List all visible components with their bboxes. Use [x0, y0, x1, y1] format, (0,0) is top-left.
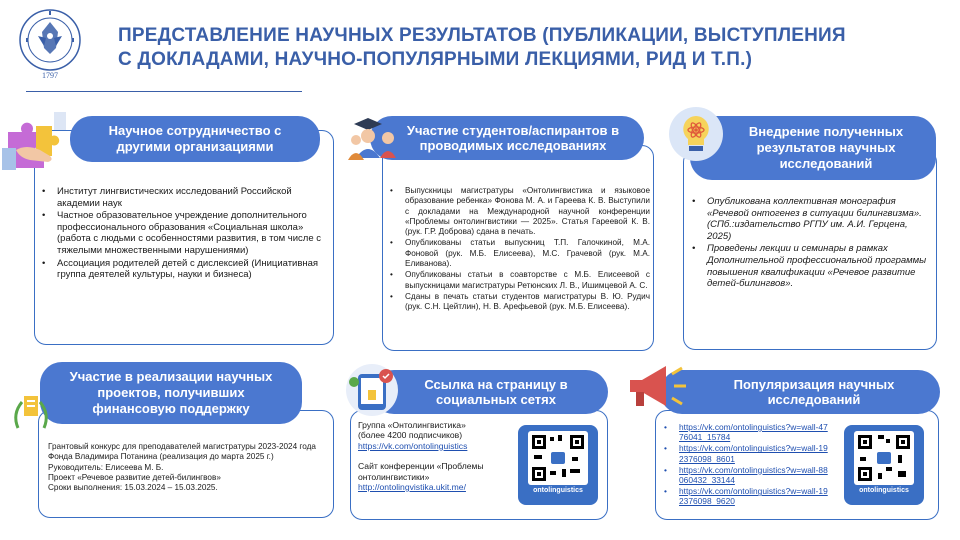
- list-item: • Опубликована коллективная монография «Речевой онтогенез в ситуации билингвизма». (СПб.:издательство РГПУ им. А.И. Герцена, 2025): [690, 196, 928, 242]
- title-divider: [26, 91, 302, 92]
- social-qr-code[interactable]: [518, 425, 598, 505]
- social-text: [358, 420, 508, 492]
- vk-group-label: Группа «Онтолингвистика»: [358, 420, 466, 430]
- conference-site-label: Сайт конференции «Проблемы онтолингвистики»: [358, 461, 484, 482]
- list-item: • Ассоциация родителей детей с дислексией (Инициативная группа деятелей культуры, науки и бизнеса): [40, 258, 328, 281]
- projects-line: Руководитель: Елисеева М. Б.: [48, 462, 164, 472]
- social-network-icon: [342, 360, 406, 420]
- page-title: [118, 24, 918, 72]
- students-group-icon: [346, 112, 410, 170]
- list-item: • Институт лингвистических исследований Российской академии наук: [40, 186, 328, 209]
- cooperation-list: [40, 186, 328, 282]
- vk-group-subscribers: (более 4200 подписчиков): [358, 430, 463, 441]
- qr-caption: ontolinguistics: [859, 487, 909, 494]
- vk-group-link[interactable]: https://vk.com/ontolinguistics: [358, 440, 468, 451]
- list-item: • Опубликованы статьи выпускниц Т.П. Галочкиной, М.А. Фоновой (рук. М.Б. Елисеева), М.С. Грачевой (рук. М.А. Еливанова).: [388, 238, 650, 269]
- projects-line: Сроки выполнения: 15.03.2024 – 15.03.2025.: [48, 483, 218, 493]
- projects-line: Грантовый конкурс для преподавателей магистратуры 2023-2024 года Фонда Владимира Потанина (реализация до марта 2025 г.): [48, 442, 316, 462]
- vk-post-link[interactable]: • https://vk.com/ontolinguistics?w=wall-88060432_33144: [662, 465, 830, 485]
- implementation-list: [690, 196, 928, 291]
- page-title-line-1: ПРЕДСТАВЛЕНИЕ НАУЧНЫХ РЕЗУЛЬТАТОВ (ПУБЛИКАЦИИ, ВЫСТУПЛЕНИЯ: [118, 25, 846, 46]
- cooperation-title: Научное сотрудничество с другими организациями: [70, 116, 320, 162]
- university-seal-logo: [18, 8, 82, 80]
- projects-text: [48, 442, 326, 493]
- qr-caption: ontolinguistics: [533, 487, 583, 494]
- puzzle-handshake-icon: [2, 110, 74, 172]
- list-item: • Частное образовательное учреждение дополнительного профессионального образования «Социальная школа» (работа с людьми с особенностями развития, в том числе с тяжелыми множественными нарушениями): [40, 210, 328, 256]
- logo-year: 1797: [42, 71, 58, 80]
- award-laurel-icon: [10, 390, 52, 434]
- lightbulb-atom-icon: [668, 106, 724, 162]
- megaphone-icon: [622, 356, 692, 418]
- vk-post-link[interactable]: • https://vk.com/ontolinguistics?w=wall-4776041_15784: [662, 422, 830, 442]
- popularization-title: Популяризация научных исследований: [660, 370, 940, 414]
- popularization-qr-code[interactable]: [844, 425, 924, 505]
- page-title-line-2: С ДОКЛАДАМИ, НАУЧНО-ПОПУЛЯРНЫМИ ЛЕКЦИЯМИ, РИД И Т.П.): [118, 49, 753, 70]
- projects-line: Проект «Речевое развитие детей-билингвов»: [48, 472, 221, 482]
- social-title: Ссылка на страницу в социальных сетях: [372, 370, 608, 414]
- list-item: • Опубликованы статьи в соавторстве с М.Б. Елисеевой с выпускницами магистратуры Ретюнских Л. В., Ишимцевой А. С.: [388, 270, 650, 291]
- qr-code-icon: [854, 431, 914, 485]
- qr-code-icon: [528, 431, 588, 485]
- students-list: [388, 186, 650, 314]
- students-title: Участие студентов/аспирантов в проводимых исследованиях: [370, 116, 644, 160]
- implementation-title: Внедрение полученных результатов научных исследований: [690, 116, 936, 180]
- popularization-list: [662, 422, 830, 508]
- list-item: • Выпускницы магистратуры «Онтолингвистика и языковое образование ребенка» Фонова М. А. и Гареева К. В. Выступили с докладами на Международной научной конференции «Проблемы онтолингвистики — 2025». Статья Гареевой К. В. (рук. Г.Р. Доброва) сдана в печать.: [388, 186, 650, 237]
- conference-site-link[interactable]: http://ontolingvistika.ukit.me/: [358, 482, 466, 493]
- vk-post-link[interactable]: • https://vk.com/ontolinguistics?w=wall-192376098_8601: [662, 443, 830, 463]
- projects-title: Участие в реализации научных проектов, получивших финансовую поддержку: [40, 362, 302, 424]
- list-item: • Сданы в печать статьи студентов магистратуры В. Ю. Рудич (рук. С.Н. Цейтлин), Н. В. Арефьевой (рук. М.Б. Елисеева).: [388, 292, 650, 313]
- vk-post-link[interactable]: • https://vk.com/ontolinguistics?w=wall-192376098_9620: [662, 486, 830, 506]
- list-item: • Проведены лекции и семинары в рамках Дополнительной профессиональной программы повышения квалификации «Речевое развитие детей-билингвов».: [690, 243, 928, 289]
